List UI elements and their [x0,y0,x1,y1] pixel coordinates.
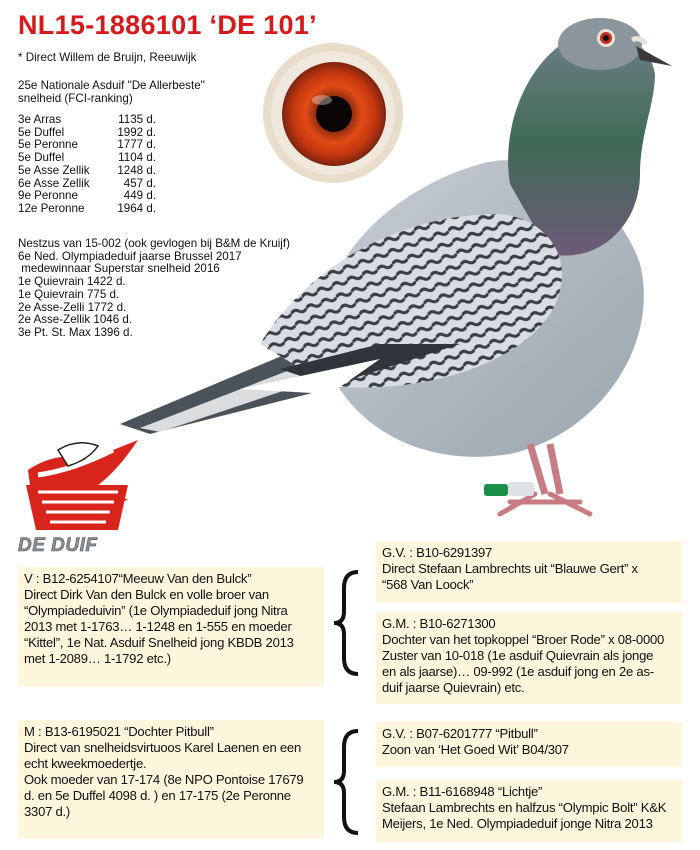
result-distance: 457 d. [123,176,156,190]
result-distance: 449 d. [123,189,156,203]
result-distance: 1964 d. [117,201,156,215]
father-box: V : B12-6254107“Meeuw Van den Bulck” Direct Dirk Van den Bulck en volle broer van “Olympiadeduivin” (1e Olympiadeduif jong Nitra 2013 met 1-1763… 1-1248 en 1-555 en moeder “Kittel”, 1e Nat. Asduif Snelheid jong KBDB 2013 met 1-2089… 1-1792 etc.) [18,567,324,686]
grandmother-maternal-box: G.M. : B11-6168948 “Lichtje” Stefaan Lambrechts en halfzus “Olympic Bolt” K&K Meijers, 1e Ned. Olympiadeduif jonge Nitra 2013 [376,780,682,842]
page-title: NL15-1886101 ‘DE 101’ [18,10,317,40]
result-race: 5e Duffel [18,151,65,165]
origin-note: * Direct Willem de Bruijn, Reeuwijk [18,51,197,64]
brace-mother [330,727,364,837]
result-race: 5e Asse Zellik [18,163,90,177]
result-distance: 1104 d. [118,151,156,165]
sister-achievements: Nestzus van 15-002 (ook gevlogen bij B&M de Kruijf) 6e Ned. Olympiadeduif jaarse Brussel 2017 medewinnaar Superstar snelheid 2016 1e Quievrain 1422 d. 1e Quievrain 775 d. 2e Asse-Zelli 1772 d. 2e Asse-Zellik 1046 d. 3e Pt. St. Max 1396 d. [18,237,290,339]
result-race: 12e Peronne [18,201,85,215]
grandmother-paternal-box: G.M. : B10-6271300 Dochter van het topkoppel “Broer Rode” x 08-0000 Zuster van 10-018 (1e asduif Quievrain als jonge en als jaarse)… 09-992 (1e asduif jong en 2e as- duif jaarse Quievrain) etc. [376,612,682,704]
grandfather-maternal-box: G.V. : B07-6201777 “Pitbull” Zoon van ‘Het Goed Wit’ B04/307 [376,722,682,767]
result-race: 6e Asse Zellik [18,176,90,190]
result-race: 5e Duffel [18,125,65,139]
result-race: 3e Arras [18,113,62,126]
result-distance: 1135 d. [118,113,156,126]
ranking-note: 25e Nationale Asduif "De Allerbeste" snelheid (FCI-ranking) [18,79,205,105]
result-distance: 1248 d. [117,163,156,177]
brace-father [330,568,364,678]
result-distance: 1777 d. [117,138,156,152]
mother-box: M : B13-6195021 “Dochter Pitbull” Direct van snelheidsvirtuoos Karel Laenen en een echt kweekmoedertje. Ook moeder van 17-174 (8e NPO Pontoise 17679 d. en 5e Duffel 4098 d. ) en 17-175 (2e Peronne 3307 d.) [18,720,324,838]
grandfather-paternal-box: G.V. : B10-6291397 Direct Stefaan Lambrechts uit “Blauwe Gert” x “568 Van Loock” [376,541,682,603]
result-distance: 1992 d. [117,125,156,139]
logo-wordmark: DE DUIF [18,535,98,556]
result-race: 9e Peronne [18,189,78,203]
eye-photo [262,42,404,184]
result-race: 5e Peronne [18,138,78,152]
